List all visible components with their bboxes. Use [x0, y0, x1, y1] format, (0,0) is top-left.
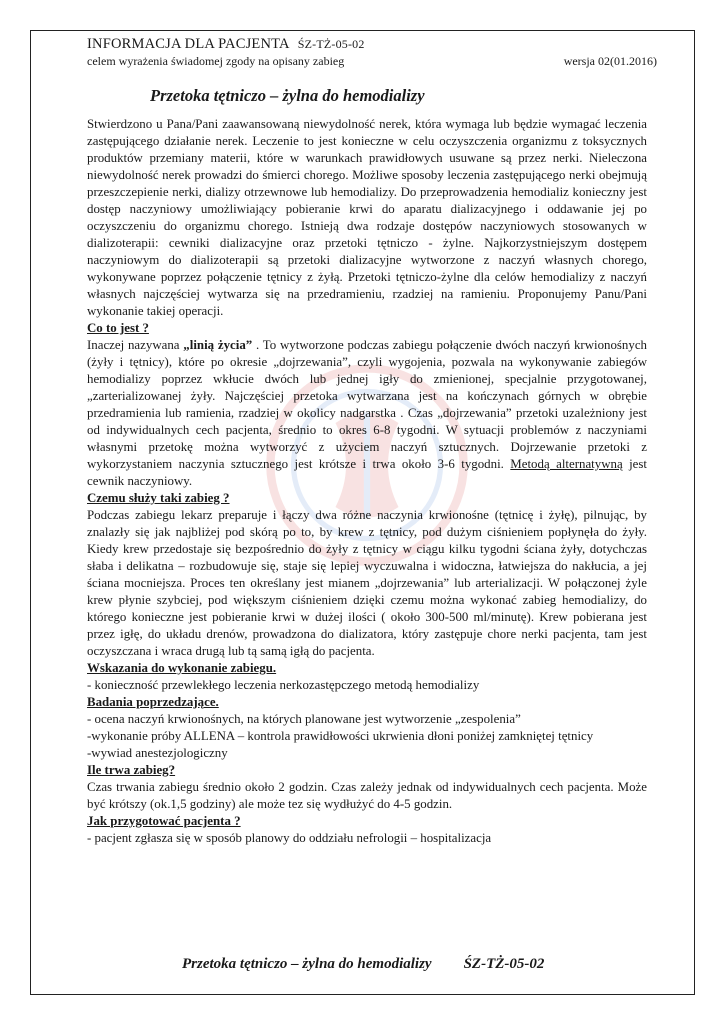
underlined-phrase: Metodą alternatywną: [510, 457, 623, 471]
header-subtitle-line: [87, 54, 657, 69]
bold-phrase: „linią życia”: [183, 338, 253, 352]
section-heading-purpose: Czemu służy taki zabieg ?: [87, 491, 230, 505]
header-title-line: [87, 36, 657, 53]
section-what-is-it-text: [87, 337, 647, 490]
list-item: - pacjent zgłasza się w sposób planowy do oddziału nefrologii – hospitalizacja: [87, 831, 492, 845]
list-item: - ocena naczyń krwionośnych, na których planowane jest wytworzenie „zespolenia”: [87, 712, 521, 726]
header-subtitle: celem wyrażenia świadomej zgody na opisany zabieg: [87, 54, 345, 68]
header-title: INFORMACJA DLA PACJENTA: [87, 36, 290, 52]
list-item: -wywiad anestezjologiczny: [87, 746, 228, 760]
section-heading-what-is-it: Co to jest ?: [87, 321, 149, 335]
section-purpose-text: Podczas zabiegu lekarz preparuje i łączy dwa różne naczynia krwionośne (tętnicę i żyłę), pilnując, by znalazły się jak najbliżej pod skórą po to, by krew z tętnicy, pod dużym ciśnieniem popłynęła do żyły. Kiedy krew przedostaje się bezpośrednio do żyły z tętnicy w ciągu kilku tygodni ściana żyły, dotychczas słaba i delikatna – rozbudowuje się, staje się lepiej wyczuwalna i widoczna, łatwiejsza do nakłucia, a jej ściana mocniejsza. Proces ten określany jest mianem „dojrzewania” lub arterializacji. W połączonej żyle krew płynie szybciej, pod większym ciśnieniem dzięki czemu można wykonać zabieg hemodializy, do którego konieczne jest pobieranie krwi w dużej ilości ( około 300-500 ml/minutę). Krew pobierana jest przez igłę, do układu drenów, prowadzona do dializatora, który zastępuje chore nerki pacjenta, tam jest oczyszczana i wraca drugą lub tą samą igłą do pacjenta.: [87, 508, 647, 658]
section-heading-duration: Ile trwa zabieg?: [87, 763, 176, 777]
header-version: wersja 02(01.2016): [563, 54, 657, 68]
document-body: [87, 116, 647, 847]
footer-code: ŚZ-TŻ-05-02: [463, 956, 545, 972]
text-fragment: Inaczej nazywana: [87, 338, 184, 352]
list-item: - konieczność przewlekłego leczenia nerkozastępczego metodą hemodializy: [87, 678, 480, 692]
header-code: ŚZ-TŻ-05-02: [297, 37, 365, 51]
section-heading-indications: Wskazania do wykonanie zabiegu.: [87, 661, 277, 675]
section-heading-preliminary-tests: Badania poprzedzające.: [87, 695, 219, 709]
text-fragment: . To wytworzone podczas zabiegu połączenie dwóch naczyń krwionośnych (żyły i tętnicy), które po okresie „dojrzewania”, czyli wygojenia, pozwala na wykonywanie zabiegów hemodializy poprzez wkłucie dwóch lub jednej igły do zmienionej, specjalnie przygotowanej, „zarterializowanej żyły. Najczęściej przetoka wytwarzana jest na kończynach górnych w obrębie przedramienia lub ramienia, rzadziej w okolicy nadgarstka . Czas „dojrzewania” przetoki uzależniony jest od indywidualnych cech pacjenta, średnio to okres 6-8 tygodni. W sytuacji problemów z naczyniami własnymi przetokę można wytworzyć z użyciem naczyń sztucznych. Dojrzewanie przetoki z wykorzystaniem naczynia sztucznego jest krótsze i trwa około 3-6 tygodni.: [87, 338, 647, 471]
section-heading-preparation: Jak przygotować pacjenta ?: [87, 814, 241, 828]
document-footer: [182, 956, 582, 973]
document-header: [87, 36, 657, 69]
footer-title: Przetoka tętniczo – żylna do hemodializy: [182, 956, 432, 972]
intro-paragraph: Stwierdzono u Pana/Pani zaawansowaną niewydolność nerek, która wymaga lub będzie wymagać leczenia zastępującego działanie nerek. Leczenie to jest konieczne w celu oczyszczenia organizmu z toksycznych produktów przemiany materii, które w warunkach prawidłowych usuwane są przez nerki. Nieleczona niewydolność nerek prowadzi do śmierci chorego. Możliwe sposoby leczenia zastępującego nerki obejmują przeszczepienie nerki, dializy otrzewnowe lub hemodializy. Do przeprowadzenia hemodializ konieczny jest dostęp naczyniowy umożliwiający pobieranie krwi do aparatu dializacyjnego i oddawanie jej po oczyszczeniu do organizmu chorego. Istnieją dwa rodzaje dostępów naczyniowych stosowanych w dializoterapii: cewniki dializacyjne oraz przetoki tętniczo - żylne. Najkorzystniejszym dostępem naczyniowym do dializoterapii są przetoki dializacyjne wytworzone z naczyń własnych chorego, wykonywane poprzez połączenie tętnicy z żyłą. Przetoki tętniczo-żylne dla celów hemodializy z naczyń własnych najczęściej wytwarza się na przedramieniu, rzadziej na ramieniu. Proponujemy Panu/Pani wykonanie takiej operacji.: [87, 117, 647, 318]
list-item: -wykonanie próby ALLENA – kontrola prawidłowości ukrwienia dłoni poniżej zamkniętej tętnicy: [87, 729, 594, 743]
text-fragment: jest cewnik naczyniowy.: [87, 457, 647, 488]
section-duration-text: Czas trwania zabiegu średnio około 2 godzin. Czas zależy jednak od indywidualnych cech pacjenta. Może być krótszy (ok.1,5 godziny) ale może tez się wydłużyć do 4-5 godzin.: [87, 780, 647, 811]
document-title: Przetoka tętniczo – żylna do hemodializy: [150, 86, 425, 105]
